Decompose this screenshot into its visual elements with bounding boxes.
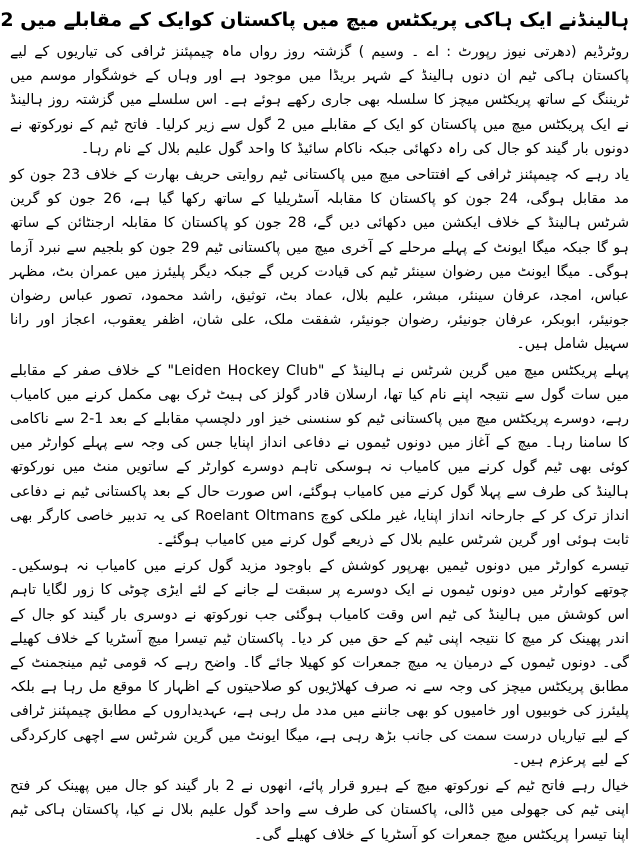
article-paragraph: روٹرڈیم (دھرتی نیوز رپورٹ : اے ۔ وسیم ) گزشتہ روز رواں ماہ چیمپئنز ٹرافی کی تیاریوں کے لیے پاکستان ہاکی ٹیم ان دنوں ہالینڈ کے شہر بریڈا میں موجود ہے اور وہاں کے خوشگوار موسم میں ٹریننگ کے ساتھ پریکٹس میچز کا سلسلہ بھی جاری رکھے ہوئے ہے۔ اس سلسلے میں گزشتہ روز ہالینڈ نے ایک پریکٹس میچ میں پاکستان کو ایک کے مقابلے میں 2 گول سے زیر کرلیا۔ فاتح ٹیم کے نورکوتھ نے دونوں بار گیند کو جال کی راہ دکھائی جبکہ ناکام سائیڈ کا واحد گول علیم بلال کے نام رہا۔ <box>10 44 629 157</box>
article-paragraph: پہلے پریکٹس میچ میں گرین شرٹس نے ہالینڈ کے "Leiden Hockey Club" کے خلاف صفر کے مقابلے میں سات گول سے نتیجہ اپنے نام کیا تھا، ارسلان قادر گولز کی ہیٹ ٹرک بھی مکمل کرنے میں کامیاب رہے، دوسرے پریکٹس میچ میں پاکستانی ٹیم کو سنسنی خیز اور دلچسپ مقابلے کے بعد 1-2 سے ناکامی کا سامنا رہا۔ میچ کے آغاز میں دونوں ٹیموں نے دفاعی انداز اپنایا جس کی وجہ سے پہلے کوارٹر میں کوئی بھی ٹیم گول کرنے میں کامیاب نہ ہوسکی تاہم دوسرے کوارٹر کے ساتویں منٹ میں نورکوتھ ہالینڈ کی طرف سے پہلا گول کرنے میں کامیاب ہوگئے، اس صورت حال کے بعد پاکستانی ٹیم نے دفاعی انداز ترک کر کے جارحانہ انداز اپنایا، غیر ملکی کوچ Roelant Oltmans کی یہ تدبیر خاصی کارگر بھی ثابت ہوئی اور گرین شرٹس علیم بلال کے ذریعے گول کرنے میں کامیاب ہوگئے۔ <box>10 362 629 549</box>
article-paragraph: یاد رہے کہ چیمپئنز ٹرافی کے افتتاحی میچ میں پاکستانی ٹیم روایتی حریف بھارت کے خلاف 23 جون کو مد مقابل ہوگی، 24 جون کو پاکستان کا مقابلہ آسٹریلیا کے ساتھ رکھا گیا ہے، 26 جون کو گرین شرٹس ہالینڈ کے خلاف ایکشن میں دکھائی دیں گے، 28 جون کو پاکستان کا مقابلہ ارجنٹائن کے ساتھ ہو گا جبکہ میگا ایونٹ کے پہلے مرحلے کے آخری میچ میں پاکستانی ٹیم 29 جون کو بلجیم سے نبرد آزما ہوگی۔ میگا ایونٹ میں رضوان سینئر ٹیم کی قیادت کریں گے جبکہ دیگر پلیئرز میں عمران بٹ، مظہر عباس، امجد، عرفان سینئر، مبشر، علیم بلال، عماد بٹ، توثیق، راشد محمود، تصور عباس رضوان جونیئر، ابوبکر، عرفان جونیئر، رضوان جونیئر، شفقت ملک، علی شان، اظفر یعقوب، اعجاز اور رانا سہیل شامل ہیں۔ <box>10 167 629 353</box>
article-paragraph: خیال رہے فاتح ٹیم کے نورکوتھ میچ کے ہیرو قرار پائے، انھوں نے 2 بار گیند کو جال میں پھینک کر فتح اپنی ٹیم کی جھولی میں ڈالی، پاکستان کی طرف سے واحد گول علیم بلال نے کیا، پاکستان ہاکی ٹیم اپنا تیسرا پریکٹس میچ جمعرات کو آسٹریا کے خلاف کھیلے گی۔ <box>10 778 629 843</box>
article-headline: ہالینڈنے ایک ہاکی پریکٹس میچ میں پاکستان کوایک کے مقابلے میں 2 <box>0 9 629 31</box>
article-paragraph: تیسرے کوارٹر میں دونوں ٹیمیں بھرپور کوشش کے باوجود مزید گول کرنے میں کامیاب نہ ہوسکیں۔ چوتھے کوارٹر میں دونوں ٹیموں نے ایک دوسرے پر سبقت لے جانے کے لئے ایڑی چوٹی کا زور لگایا تاہم اس کوشش میں ہالینڈ کی ٹیم اس وقت کامیاب ہوگئی جب نورکوتھ نے دوسری بار گیند کو جال کے اندر پھینک کر میچ کا نتیجہ اپنی ٹیم کے حق میں کر دیا۔ پاکستان ٹیم تیسرا میچ آسٹریا کے خلاف کھیلے گی۔ دونوں ٹیموں کے درمیان یہ میچ جمعرات کو کھیلا جائے گا۔ واضح رہے کہ قومی ٹیم مینجمنٹ کے مطابق پریکٹس میچز کی وجہ سے نہ صرف کھلاڑیوں کو صلاحیتوں کے اظہار کا موقع مل رہا ہے بلکہ پلیئرز کی خوبیوں اور خامیوں کو بھی جاننے میں مدد مل رہی ہے، عہدیداروں کے مطابق چیمپئنز ٹرافی کے لیے تیاریاں درست سمت کی جانب بڑھ رہی ہے، میگا ایونٹ میں گرین شرٹس سے اچھی کارکردگی کے لیے پرعزم ہیں۔ <box>10 558 629 768</box>
